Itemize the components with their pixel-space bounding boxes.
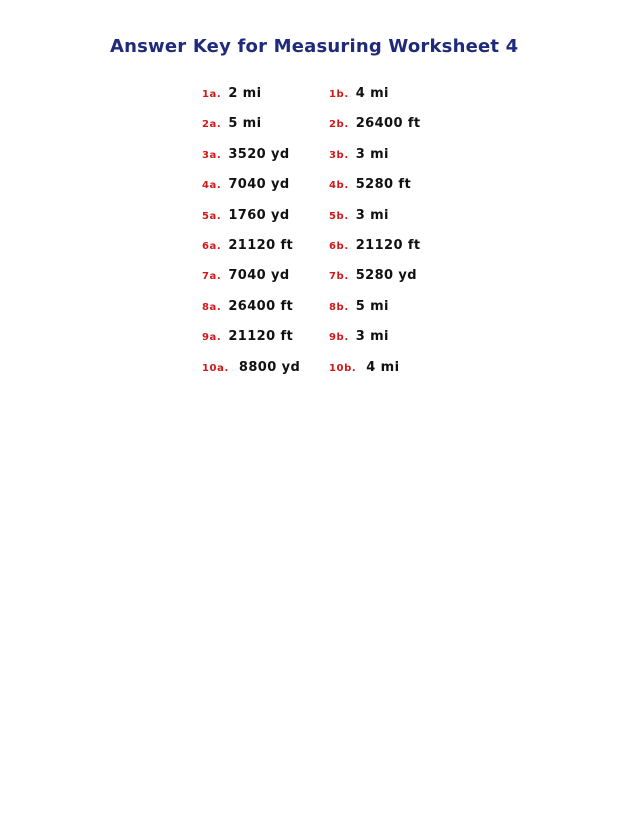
answer-label: 6b. [329, 240, 349, 252]
answer-value: 21120 ft [228, 237, 294, 253]
answer-value: 1760 yd [228, 207, 290, 223]
answer-label: 2a. [202, 119, 222, 131]
answer-label: 10b. [329, 362, 357, 374]
answer-label: 5b. [329, 210, 349, 222]
answer-label: 1a. [202, 89, 222, 100]
answer-value: 26400 ft [228, 298, 294, 314]
answer-value: 21120 ft [355, 237, 421, 253]
answer-value: 3520 yd [228, 146, 290, 162]
answer-value: 2 mi [228, 86, 262, 101]
answer-label: 3b. [329, 149, 349, 161]
answer-8a [202, 295, 293, 314]
answer-label: 10a. [202, 362, 229, 374]
answer-row-2 [202, 112, 462, 142]
answer-label: 8b. [329, 301, 349, 313]
answer-value: 5 mi [228, 116, 262, 132]
answer-1a [202, 82, 262, 101]
answer-5b [329, 204, 389, 223]
answer-10a [202, 356, 300, 375]
answer-label: 9b. [329, 332, 349, 344]
answer-label: 8a. [202, 301, 222, 313]
answer-row-5 [202, 204, 462, 234]
answer-label: 7a. [202, 271, 222, 283]
answer-8b [329, 295, 389, 314]
answer-row-9 [202, 325, 462, 355]
answer-value: 4 mi [366, 359, 400, 375]
answer-value: 4 mi [355, 86, 389, 101]
answer-value: 3 mi [355, 329, 389, 345]
answer-label: 2b. [329, 119, 349, 131]
answer-3a [202, 143, 290, 162]
answer-10b [329, 356, 399, 375]
answer-9a [202, 325, 293, 344]
answer-label: 4b. [329, 180, 349, 192]
answer-7a [202, 264, 290, 283]
answer-row-1 [202, 82, 462, 112]
answer-row-3 [202, 143, 462, 173]
answer-value: 21120 ft [228, 329, 294, 345]
answer-label: 9a. [202, 332, 222, 344]
answer-3b [329, 143, 389, 162]
answer-label: 3a. [202, 149, 222, 161]
answer-value: 7040 yd [228, 268, 290, 284]
page-title: Answer Key for Measuring Worksheet 4 [110, 36, 519, 57]
answer-value: 8800 yd [238, 359, 301, 375]
answer-value: 3 mi [355, 146, 389, 162]
answer-label: 5a. [202, 210, 222, 222]
answer-4b [329, 173, 411, 192]
answer-value: 5280 ft [355, 177, 412, 193]
answer-row-10 [202, 356, 462, 386]
answer-6a [202, 234, 293, 253]
answer-row-7 [202, 264, 462, 294]
answer-5a [202, 204, 290, 223]
answer-7b [329, 264, 417, 283]
answer-label: 6a. [202, 240, 222, 252]
answer-list [202, 82, 462, 386]
answer-row-8 [202, 295, 462, 325]
answer-label: 1b. [329, 89, 349, 100]
answer-value: 7040 yd [228, 177, 290, 193]
answer-row-4 [202, 173, 462, 203]
answer-6b [329, 234, 421, 253]
answer-1b [329, 82, 389, 101]
answer-2a [202, 112, 262, 131]
answer-value: 3 mi [355, 207, 389, 223]
answer-4a [202, 173, 290, 192]
answer-value: 5280 yd [355, 268, 418, 284]
answer-9b [329, 325, 389, 344]
answer-value: 5 mi [355, 298, 389, 314]
answer-value: 26400 ft [355, 116, 421, 132]
answer-row-6 [202, 234, 462, 264]
answer-label: 4a. [202, 180, 222, 192]
answer-2b [329, 112, 421, 131]
answer-label: 7b. [329, 271, 349, 283]
